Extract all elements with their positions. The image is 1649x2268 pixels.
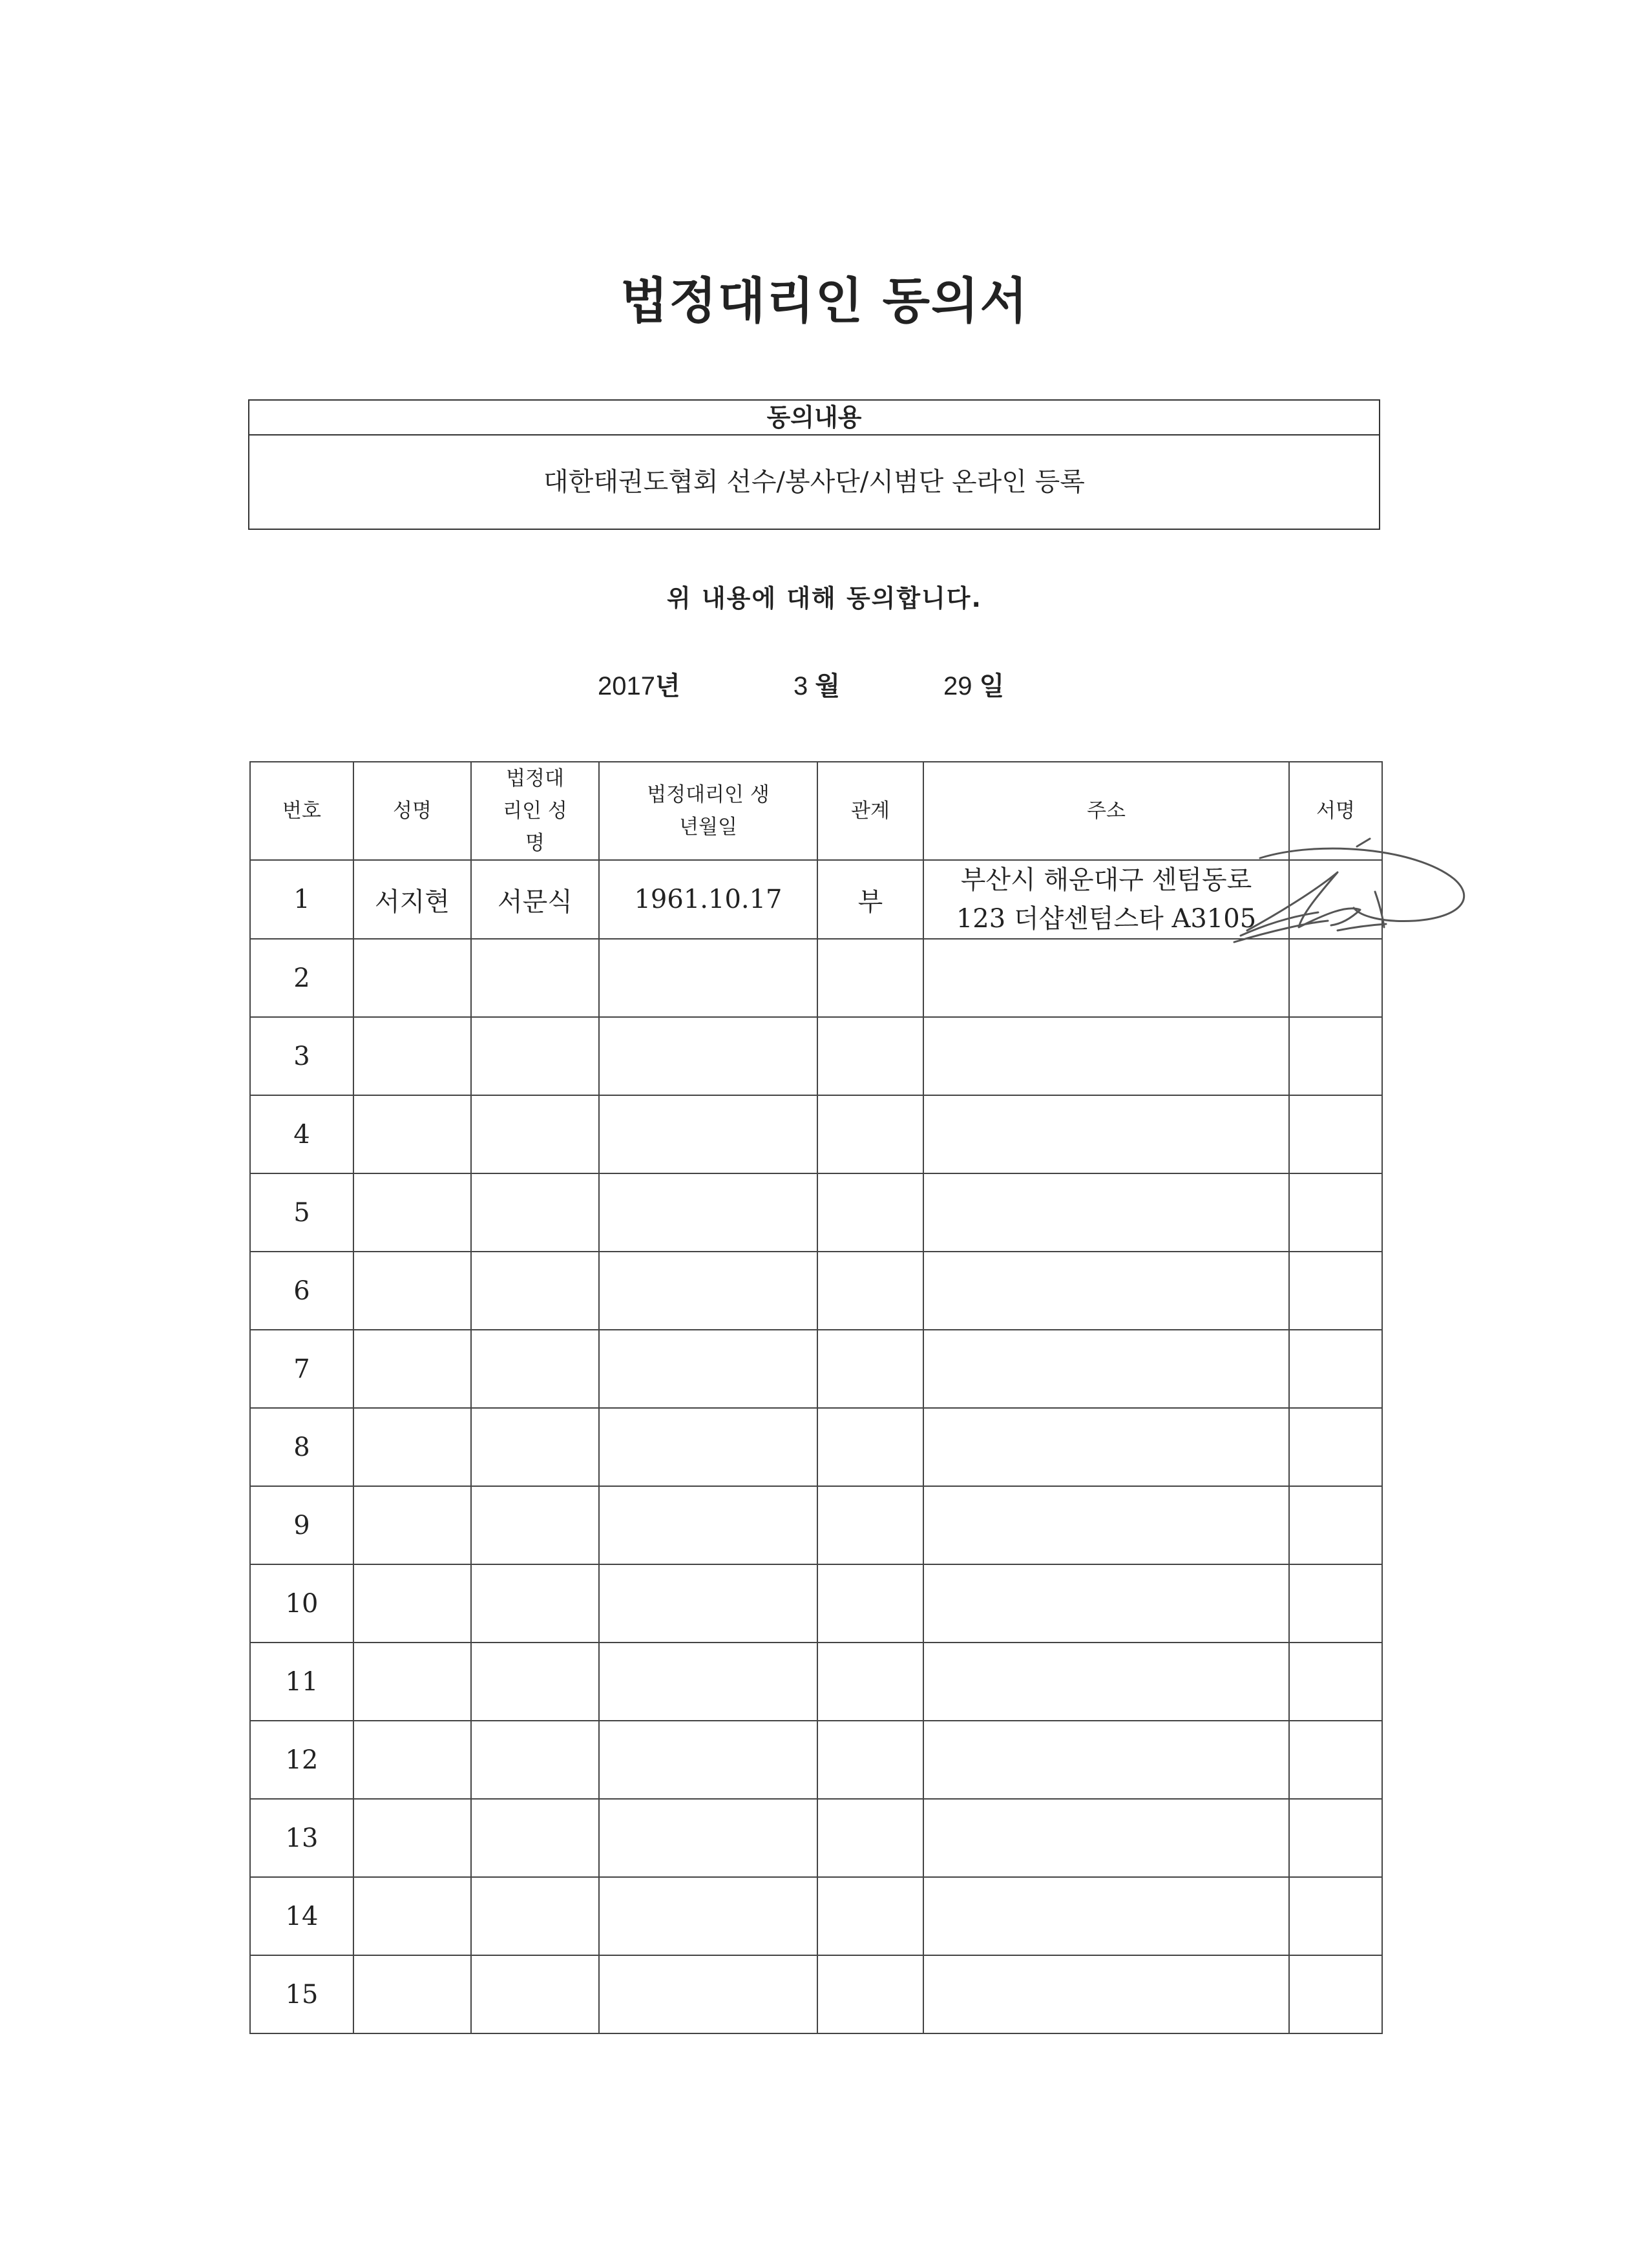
cell-number: 7: [250, 1330, 353, 1408]
guardian-table: [249, 761, 1383, 2034]
cell-relation: [817, 1955, 923, 2033]
cell-guardian-birth: [599, 1017, 817, 1095]
cell-guardian-birth: [599, 1799, 817, 1877]
cell-relation: [817, 1799, 923, 1877]
date-month: [793, 666, 840, 702]
date-day-unit: 일: [979, 672, 1005, 700]
table-row: [250, 1721, 1382, 1799]
cell-guardian-birth: [599, 1643, 817, 1721]
cell-signature: [1289, 1017, 1382, 1095]
cell-number: 1: [250, 860, 353, 939]
address-line-1: 부산시 해운대구 센텀동로: [960, 865, 1252, 895]
date-month-value: 3: [793, 672, 808, 700]
cell-address: [923, 1643, 1289, 1721]
cell-number: 9: [250, 1486, 353, 1564]
cell-number: 11: [250, 1643, 353, 1721]
handwritten-signature: [1221, 834, 1473, 963]
cell-address: [923, 1799, 1289, 1877]
cell-name: [353, 939, 471, 1017]
cell-guardian-name: [471, 1955, 599, 2033]
cell-guardian-birth: [599, 1955, 817, 2033]
cell-relation: [817, 1017, 923, 1095]
table-row: [250, 1252, 1382, 1330]
cell-number: 14: [250, 1877, 353, 1955]
cell-name: [353, 1721, 471, 1799]
cell-address: [923, 1486, 1289, 1564]
cell-guardian-birth: [599, 1330, 817, 1408]
date-month-unit: 월: [815, 672, 841, 700]
cell-guardian-name: [471, 1173, 599, 1252]
consent-text: 대한태권도협회 선수/봉사단/시범단 온라인 등록: [543, 467, 1085, 497]
header-guardian-birth-text: 법정대리인 생년월일: [647, 783, 770, 839]
cell-relation: [817, 1095, 923, 1173]
cell-signature: [1289, 1408, 1382, 1486]
cell-guardian-name: [471, 1799, 599, 1877]
table-row: [250, 1173, 1382, 1252]
table-row: [250, 1095, 1382, 1173]
cell-name: [353, 1095, 471, 1173]
date-year-value: 2017: [598, 672, 655, 700]
table-row: [250, 1564, 1382, 1643]
cell-signature: [1289, 1486, 1382, 1564]
cell-address: [923, 1877, 1289, 1955]
cell-address: [923, 1564, 1289, 1643]
cell-number: 4: [250, 1095, 353, 1173]
cell-guardian-birth: [599, 939, 817, 1017]
header-address: 주소: [923, 762, 1289, 860]
cell-relation: [817, 1721, 923, 1799]
date-day-value: 29: [943, 672, 972, 700]
cell-relation: [817, 1252, 923, 1330]
cell-guardian-name: [471, 1252, 599, 1330]
date-year-unit: 년: [655, 672, 680, 700]
cell-guardian-birth: [599, 1095, 817, 1173]
cell-guardian-name: [471, 939, 599, 1017]
table-row: [250, 1799, 1382, 1877]
cell-name: [353, 1877, 471, 1955]
date-day: [943, 666, 1004, 702]
cell-guardian-name: [471, 1877, 599, 1955]
cell-address: [923, 1173, 1289, 1252]
table-row: [250, 939, 1382, 1017]
cell-guardian-name: [471, 1017, 599, 1095]
cell-relation: [817, 1408, 923, 1486]
cell-guardian-name: [471, 1564, 599, 1643]
table-row: [250, 1408, 1382, 1486]
cell-relation: [817, 1486, 923, 1564]
cell-number: 15: [250, 1955, 353, 2033]
header-guardian-name: [471, 762, 599, 860]
header-number: 번호: [250, 762, 353, 860]
cell-address: [923, 1408, 1289, 1486]
cell-guardian-birth: [599, 1564, 817, 1643]
cell-signature: [1289, 1330, 1382, 1408]
cell-signature: [1289, 1721, 1382, 1799]
cell-name: [353, 1799, 471, 1877]
cell-address: [923, 1955, 1289, 2033]
cell-signature: [1289, 1955, 1382, 2033]
cell-relation: [817, 1330, 923, 1408]
header-guardian-name-text: 법정대리인 성명: [503, 767, 567, 855]
cell-name: [353, 1252, 471, 1330]
cell-signature: [1289, 1095, 1382, 1173]
cell-relation: [817, 1877, 923, 1955]
cell-relation: [817, 1173, 923, 1252]
cell-address: [923, 1095, 1289, 1173]
cell-guardian-birth: 1961.10.17: [599, 860, 817, 939]
cell-guardian-name: [471, 1408, 599, 1486]
cell-guardian-birth: [599, 1408, 817, 1486]
cell-name: [353, 1173, 471, 1252]
consent-header: 동의내용: [249, 401, 1379, 436]
header-name: 성명: [353, 762, 471, 860]
table-row: [250, 1330, 1382, 1408]
cell-relation: 부: [817, 860, 923, 939]
cell-guardian-name: [471, 1486, 599, 1564]
cell-name: [353, 1408, 471, 1486]
cell-number: 2: [250, 939, 353, 1017]
cell-guardian-birth: [599, 1173, 817, 1252]
cell-guardian-birth: [599, 1252, 817, 1330]
consent-box: [248, 399, 1380, 530]
cell-address: [923, 1017, 1289, 1095]
cell-signature: [1289, 1564, 1382, 1643]
header-guardian-birth: [599, 762, 817, 860]
table-row: [250, 1877, 1382, 1955]
cell-name: [353, 1643, 471, 1721]
document-title: 법정대리인 동의서: [620, 272, 1029, 330]
cell-relation: [817, 1564, 923, 1643]
header-signature: 서명: [1289, 762, 1382, 860]
table-row: [250, 860, 1382, 939]
address-line-2: 123 더샵센텀스타 A3105: [956, 904, 1257, 934]
cell-number: 3: [250, 1017, 353, 1095]
cell-signature: [1289, 1173, 1382, 1252]
cell-guardian-birth: [599, 1721, 817, 1799]
cell-name: [353, 1955, 471, 2033]
cell-name: [353, 1486, 471, 1564]
table-header-row: [250, 762, 1382, 860]
cell-relation: [817, 1643, 923, 1721]
cell-signature: [1289, 1252, 1382, 1330]
cell-number: 8: [250, 1408, 353, 1486]
cell-name: [353, 1564, 471, 1643]
cell-signature: [1289, 1877, 1382, 1955]
cell-guardian-name: [471, 1643, 599, 1721]
cell-number: 6: [250, 1252, 353, 1330]
cell-guardian-name: [471, 1721, 599, 1799]
cell-address: [923, 1330, 1289, 1408]
date-year: [598, 666, 680, 702]
cell-signature: [1289, 1643, 1382, 1721]
cell-relation: [817, 939, 923, 1017]
cell-guardian-birth: [599, 1486, 817, 1564]
table-row: [250, 1643, 1382, 1721]
cell-name: 서지현: [353, 860, 471, 939]
cell-guardian-name: [471, 1095, 599, 1173]
cell-number: 10: [250, 1564, 353, 1643]
cell-name: [353, 1017, 471, 1095]
table-row: [250, 1486, 1382, 1564]
table-row: [250, 1955, 1382, 2033]
cell-name: [353, 1330, 471, 1408]
cell-guardian-name: 서문식: [471, 860, 599, 939]
cell-guardian-name: [471, 1330, 599, 1408]
cell-address: [923, 1252, 1289, 1330]
cell-signature: [1289, 1799, 1382, 1877]
cell-number: 13: [250, 1799, 353, 1877]
table-row: [250, 1017, 1382, 1095]
agreement-statement: 위 내용에 대해 동의합니다.: [667, 584, 982, 613]
cell-address: [923, 1721, 1289, 1799]
cell-number: 5: [250, 1173, 353, 1252]
header-relation: 관계: [817, 762, 923, 860]
cell-number: 12: [250, 1721, 353, 1799]
cell-guardian-birth: [599, 1877, 817, 1955]
